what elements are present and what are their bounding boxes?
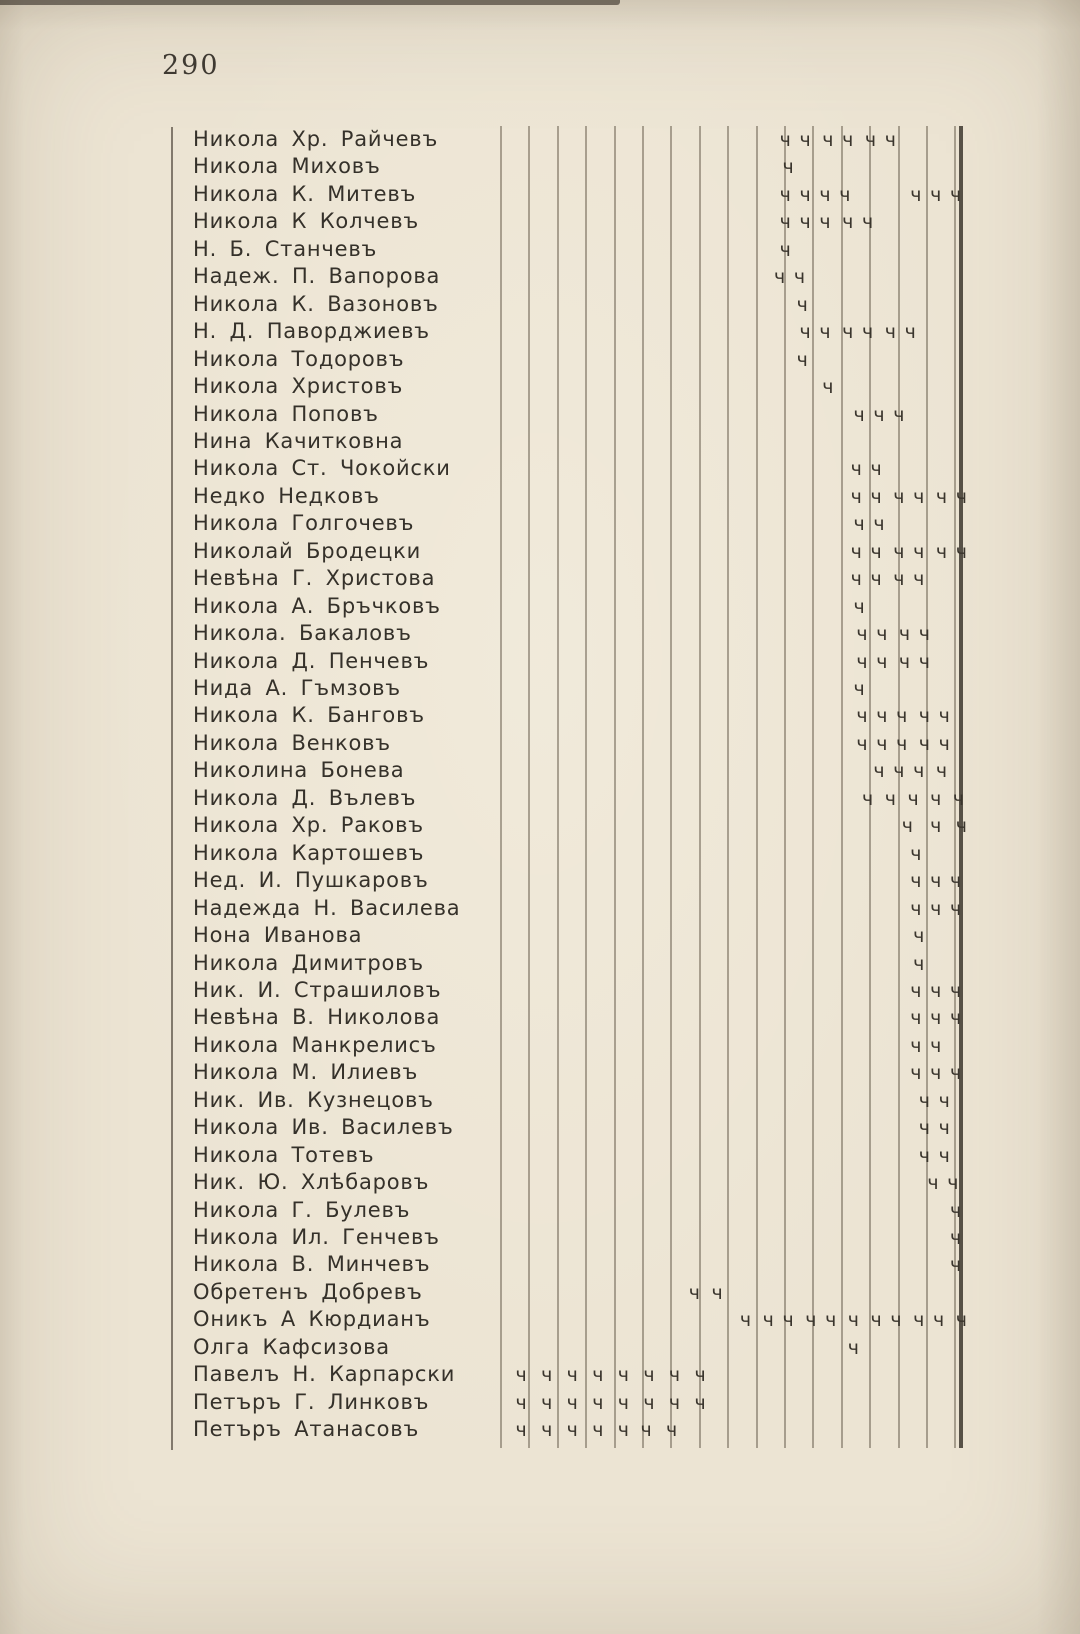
person-name: Оникъ А Кюрдианъ xyxy=(193,1307,431,1332)
check-mark: ч xyxy=(864,129,877,151)
table-row xyxy=(0,208,1080,236)
person-name: Ник. Ю. Хлѣбаровъ xyxy=(193,1170,430,1195)
check-mark: ч xyxy=(870,540,882,563)
check-mark: ч xyxy=(825,1309,837,1332)
table-row xyxy=(0,840,1080,868)
check-mark: ч xyxy=(884,129,896,151)
check-mark: ч xyxy=(935,540,948,563)
person-name: Никола Ив. Василевъ xyxy=(193,1115,454,1140)
check-mark: ч xyxy=(890,1309,902,1332)
table-row xyxy=(0,1004,1080,1032)
person-name: Петъръ Атанасовъ xyxy=(193,1417,420,1442)
table-row xyxy=(0,373,1080,401)
table-row xyxy=(0,702,1080,730)
check-mark: ч xyxy=(853,595,865,618)
person-name: Никола Хр. Райчевъ xyxy=(193,127,439,151)
check-mark: ч xyxy=(822,129,834,151)
person-name: Никола К. Митевъ xyxy=(193,181,417,206)
check-mark: ч xyxy=(893,540,905,563)
check-mark: ч xyxy=(950,1199,962,1222)
check-mark: ч xyxy=(566,1419,578,1442)
check-mark: ч xyxy=(918,732,931,755)
check-mark: ч xyxy=(876,732,888,755)
check-mark: ч xyxy=(870,568,882,591)
check-mark: ч xyxy=(955,485,967,508)
check-mark: ч xyxy=(842,211,854,234)
person-name: Никола Манкрелисъ xyxy=(193,1032,437,1057)
person-name: Невѣна В. Николова xyxy=(193,1005,441,1030)
person-name: Надежда Н. Василева xyxy=(193,895,461,920)
check-mark: ч xyxy=(850,568,862,591)
check-mark: ч xyxy=(515,1364,527,1387)
check-mark: ч xyxy=(898,623,911,646)
check-mark: ч xyxy=(913,1309,925,1332)
check-mark: ч xyxy=(930,1007,942,1030)
check-mark: ч xyxy=(856,623,868,646)
check-mark: ч xyxy=(819,321,831,344)
check-mark: ч xyxy=(898,650,911,673)
check-mark: ч xyxy=(668,1364,681,1387)
person-name: Никола. Бакаловъ xyxy=(193,621,412,646)
check-mark: ч xyxy=(947,1172,959,1195)
person-name: Нона Иванова xyxy=(193,923,363,948)
person-name: Н. Д. Паворджиевъ xyxy=(193,319,430,344)
check-mark: ч xyxy=(856,705,868,728)
check-mark: ч xyxy=(910,1007,922,1030)
check-mark: ч xyxy=(950,1254,962,1277)
check-mark: ч xyxy=(910,1034,922,1057)
table-row xyxy=(0,455,1080,483)
person-name: Никола Ил. Генчевъ xyxy=(193,1225,440,1249)
table-row xyxy=(0,263,1080,291)
check-mark: ч xyxy=(893,568,905,591)
table-row xyxy=(0,1361,1080,1389)
table-row xyxy=(0,977,1080,1005)
check-mark: ч xyxy=(850,540,862,563)
check-mark: ч xyxy=(955,540,967,563)
check-mark: ч xyxy=(930,870,942,893)
table-row xyxy=(0,1334,1080,1362)
check-mark: ч xyxy=(950,183,962,206)
check-mark: ч xyxy=(694,1391,706,1414)
check-mark: ч xyxy=(779,183,791,206)
person-name: Никола А. Бръчковъ xyxy=(193,593,441,618)
table-row xyxy=(0,126,1080,154)
table-row xyxy=(0,1032,1080,1060)
table-row xyxy=(0,812,1080,840)
table-row xyxy=(0,318,1080,346)
table-row xyxy=(0,1059,1080,1087)
table-row xyxy=(0,483,1080,511)
check-mark: ч xyxy=(938,705,950,728)
person-name: Никола Д. Вълевъ xyxy=(193,785,417,810)
table-row xyxy=(0,1142,1080,1170)
person-name: Никола Д. Пенчевъ xyxy=(193,648,430,673)
check-mark: ч xyxy=(668,1391,681,1414)
table-row xyxy=(0,922,1080,950)
check-mark: ч xyxy=(938,1144,950,1167)
person-name: Никола Христовъ xyxy=(193,374,404,399)
check-mark: ч xyxy=(799,183,811,206)
check-mark: ч xyxy=(910,183,922,206)
person-name: Петъръ Г. Линковъ xyxy=(193,1389,430,1414)
table-row xyxy=(0,1306,1080,1334)
person-name: Николай Бродецки xyxy=(193,538,422,563)
check-mark: ч xyxy=(617,1364,629,1387)
check-mark: ч xyxy=(938,1089,950,1112)
person-name: Никола Картошевъ xyxy=(193,840,425,865)
person-name: Недко Недковъ xyxy=(193,483,380,508)
check-mark: ч xyxy=(640,1419,652,1442)
person-name: Ник. Ив. Кузнецовъ xyxy=(193,1087,434,1112)
check-mark: ч xyxy=(847,1309,860,1332)
person-name: Обретенъ Добревъ xyxy=(193,1279,423,1304)
person-name: Ник. И. Страшиловъ xyxy=(193,977,442,1002)
check-mark: ч xyxy=(847,1336,860,1359)
check-mark: ч xyxy=(870,1309,882,1332)
table-row xyxy=(0,346,1080,374)
person-name: Олга Кафсизова xyxy=(193,1334,390,1359)
check-mark: ч xyxy=(805,1309,817,1332)
table-row xyxy=(0,1389,1080,1417)
check-mark: ч xyxy=(933,1309,945,1332)
check-mark: ч xyxy=(893,760,905,783)
table-row xyxy=(0,538,1080,566)
table-row xyxy=(0,1251,1080,1279)
check-mark: ч xyxy=(711,1281,723,1304)
table-row xyxy=(0,785,1080,813)
person-name: Павелъ Н. Карпарски xyxy=(193,1362,456,1387)
person-name: Николина Бонева xyxy=(193,758,405,783)
check-mark: ч xyxy=(592,1419,604,1442)
person-name: Нида А. Гъмзовъ xyxy=(193,676,401,700)
check-mark: ч xyxy=(955,1309,967,1332)
table-row xyxy=(0,428,1080,456)
check-mark: ч xyxy=(617,1419,629,1442)
person-name: Никола Тодоровъ xyxy=(193,346,405,371)
check-mark: ч xyxy=(893,403,905,426)
check-mark: ч xyxy=(913,952,925,975)
table-row xyxy=(0,593,1080,621)
check-mark: ч xyxy=(901,815,913,838)
check-mark: ч xyxy=(910,870,922,893)
check-mark: ч xyxy=(884,321,896,344)
check-mark: ч xyxy=(773,266,786,289)
check-mark: ч xyxy=(842,321,854,344)
check-mark: ч xyxy=(913,760,925,783)
check-mark: ч xyxy=(799,211,811,234)
check-mark: ч xyxy=(819,183,831,206)
check-mark: ч xyxy=(870,458,882,481)
check-mark: ч xyxy=(910,979,922,1002)
table-row xyxy=(0,1224,1080,1252)
check-mark: ч xyxy=(856,650,868,673)
check-mark: ч xyxy=(822,376,834,399)
check-mark: ч xyxy=(930,979,942,1002)
check-mark: ч xyxy=(918,1144,931,1167)
check-mark: ч xyxy=(913,485,925,508)
table-row xyxy=(0,1279,1080,1307)
check-mark: ч xyxy=(762,1309,774,1332)
person-name: Никола Миховъ xyxy=(193,154,381,179)
check-mark: ч xyxy=(853,678,865,700)
check-mark: ч xyxy=(694,1364,706,1387)
check-mark: ч xyxy=(918,1089,931,1112)
table-row xyxy=(0,950,1080,978)
table-row xyxy=(0,757,1080,785)
check-mark: ч xyxy=(913,925,925,948)
check-mark: ч xyxy=(935,760,948,783)
check-mark: ч xyxy=(643,1391,655,1414)
check-mark: ч xyxy=(856,732,868,755)
check-mark: ч xyxy=(566,1364,578,1387)
person-name: Никола В. Минчевъ xyxy=(193,1252,431,1277)
check-mark: ч xyxy=(873,513,885,536)
table-row xyxy=(0,181,1080,209)
check-mark: ч xyxy=(950,1062,962,1085)
check-mark: ч xyxy=(930,1034,942,1057)
check-mark: ч xyxy=(779,238,791,261)
person-name: Никола К. Банговъ xyxy=(193,703,425,728)
check-mark: ч xyxy=(930,815,942,838)
check-mark: ч xyxy=(904,321,916,344)
check-mark: ч xyxy=(566,1391,578,1414)
check-mark: ч xyxy=(913,568,925,591)
check-mark: ч xyxy=(515,1391,527,1414)
check-mark: ч xyxy=(873,760,885,783)
check-mark: ч xyxy=(896,732,908,755)
person-name: Никола К Колчевъ xyxy=(193,209,420,234)
table-row xyxy=(0,867,1080,895)
person-name: Никола Г. Булевъ xyxy=(193,1197,411,1222)
table-row xyxy=(0,153,1080,181)
check-mark: ч xyxy=(541,1419,553,1442)
person-name: Никола К. Вазоновъ xyxy=(193,291,439,316)
table-row xyxy=(0,648,1080,676)
check-mark: ч xyxy=(913,540,925,563)
check-mark: ч xyxy=(918,650,931,673)
check-mark: ч xyxy=(782,156,794,179)
check-mark: ч xyxy=(927,1172,939,1195)
check-mark: ч xyxy=(918,1117,931,1140)
check-mark: ч xyxy=(541,1364,553,1387)
table-row xyxy=(0,510,1080,538)
check-mark: ч xyxy=(910,842,922,865)
check-mark: ч xyxy=(907,787,919,810)
check-mark: ч xyxy=(950,979,962,1002)
check-mark: ч xyxy=(862,787,874,810)
table-row xyxy=(0,565,1080,593)
check-mark: ч xyxy=(853,513,865,536)
person-name: Никола Голгочевъ xyxy=(193,511,415,536)
check-mark: ч xyxy=(799,129,811,151)
check-mark: ч xyxy=(876,650,888,673)
check-mark: ч xyxy=(617,1391,629,1414)
check-mark: ч xyxy=(910,897,922,920)
check-mark: ч xyxy=(796,348,808,371)
page-number: 290 xyxy=(162,50,220,81)
person-name: Никола Хр. Раковъ xyxy=(193,813,424,838)
check-mark: ч xyxy=(592,1391,604,1414)
check-mark: ч xyxy=(782,1309,794,1332)
table-row xyxy=(0,620,1080,648)
check-mark: ч xyxy=(876,623,888,646)
check-mark: ч xyxy=(853,403,865,426)
person-name: Нед. И. Пушкаровъ xyxy=(193,868,429,893)
table-row xyxy=(0,1114,1080,1142)
check-mark: ч xyxy=(850,458,862,481)
table-row xyxy=(0,1197,1080,1225)
check-mark: ч xyxy=(779,211,791,234)
person-name: Нина Качитковна xyxy=(193,428,404,453)
check-mark: ч xyxy=(643,1364,655,1387)
check-mark: ч xyxy=(938,732,950,755)
person-name: Никола Венковъ xyxy=(193,730,391,755)
table-row xyxy=(0,1087,1080,1115)
check-mark: ч xyxy=(876,705,888,728)
table-row xyxy=(0,1416,1080,1444)
table-row xyxy=(0,236,1080,264)
person-name: Никола М. Илиевъ xyxy=(193,1060,419,1085)
check-mark: ч xyxy=(796,293,808,316)
check-mark: ч xyxy=(870,485,882,508)
check-mark: ч xyxy=(930,183,942,206)
check-mark: ч xyxy=(950,870,962,893)
check-mark: ч xyxy=(935,485,948,508)
check-mark: ч xyxy=(930,897,942,920)
check-mark: ч xyxy=(930,1062,942,1085)
check-mark: ч xyxy=(850,485,862,508)
check-mark: ч xyxy=(793,266,806,289)
check-mark: ч xyxy=(910,1062,922,1085)
person-name: Никола Димитровъ xyxy=(193,950,424,975)
check-mark: ч xyxy=(862,321,874,344)
check-mark: ч xyxy=(842,129,854,151)
check-mark: ч xyxy=(819,211,831,234)
person-name: Н. Б. Станчевъ xyxy=(193,236,378,261)
check-mark: ч xyxy=(918,623,931,646)
check-mark: ч xyxy=(952,787,965,810)
check-mark: ч xyxy=(950,1227,962,1249)
table-row xyxy=(0,895,1080,923)
person-name: Невѣна Г. Христова xyxy=(193,566,436,591)
check-mark: ч xyxy=(930,787,942,810)
check-mark: ч xyxy=(541,1391,553,1414)
check-mark: ч xyxy=(873,403,885,426)
check-mark: ч xyxy=(515,1419,527,1442)
check-mark: ч xyxy=(884,787,896,810)
person-name: Никола Тотевъ xyxy=(193,1142,375,1167)
check-mark: ч xyxy=(799,321,811,344)
check-mark: ч xyxy=(950,1007,962,1030)
person-name: Никола Ст. Чокойски xyxy=(193,456,451,481)
check-mark: ч xyxy=(950,897,962,920)
table-row xyxy=(0,291,1080,319)
check-mark: ч xyxy=(862,211,874,234)
check-mark: ч xyxy=(893,485,905,508)
person-name: Никола Поповъ xyxy=(193,401,379,426)
table-row xyxy=(0,675,1080,703)
check-mark: ч xyxy=(666,1419,678,1442)
table-row xyxy=(0,401,1080,429)
table-row xyxy=(0,1169,1080,1197)
check-mark: ч xyxy=(592,1364,604,1387)
check-mark: ч xyxy=(918,705,931,728)
check-mark: ч xyxy=(896,705,908,728)
check-mark: ч xyxy=(739,1309,752,1332)
check-mark: ч xyxy=(955,815,967,838)
check-mark: ч xyxy=(779,129,791,151)
check-mark: ч xyxy=(938,1117,950,1140)
table-row xyxy=(0,730,1080,758)
check-mark: ч xyxy=(688,1281,700,1304)
person-name: Надеж. П. Вапорова xyxy=(193,264,441,289)
check-mark: ч xyxy=(839,183,851,206)
